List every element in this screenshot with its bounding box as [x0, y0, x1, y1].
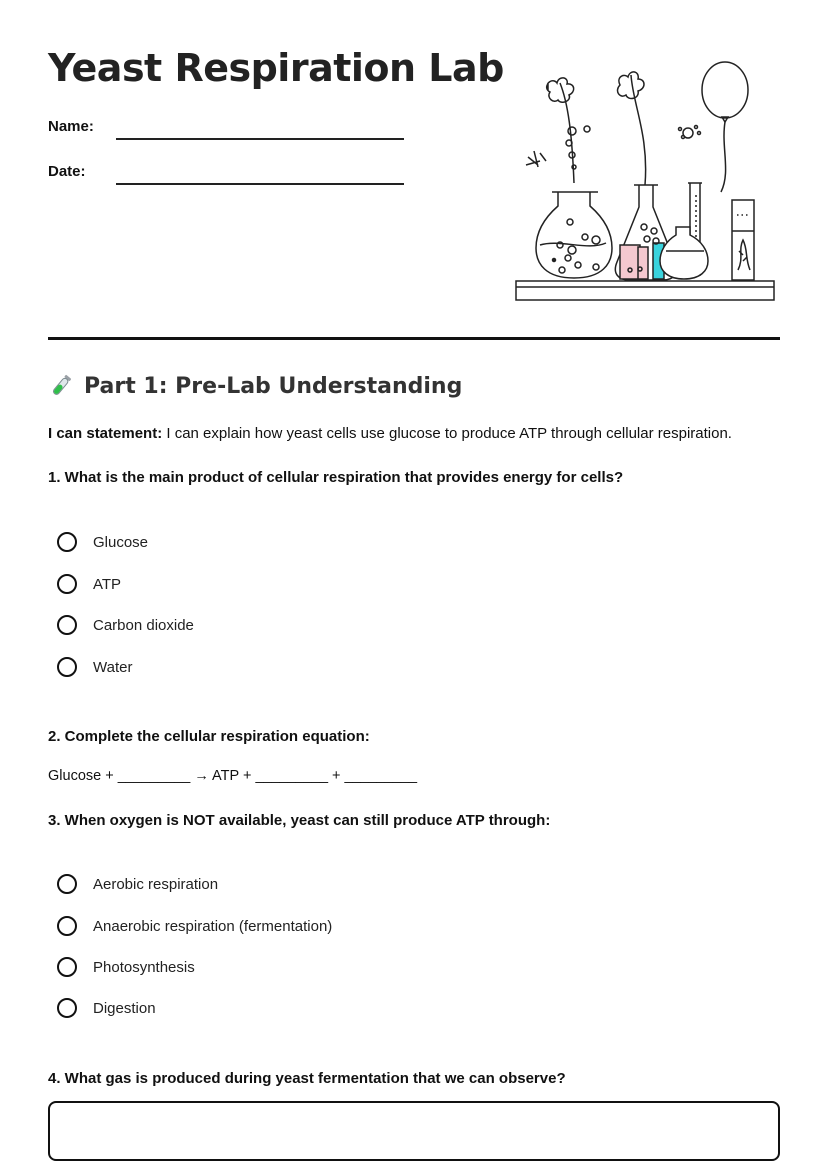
statement-label: I can statement:: [48, 425, 163, 442]
question-4: 4. What gas is produced during yeast fermentation that we can observe?: [48, 1070, 566, 1087]
q1-option-water[interactable]: [57, 657, 132, 677]
option-label: Aerobic respiration: [93, 875, 219, 893]
q1-option-glucose[interactable]: [57, 532, 148, 552]
lab-glassware-illustration: [510, 55, 780, 305]
date-label: Date:: [48, 163, 86, 180]
q1-option-atp[interactable]: [57, 574, 121, 594]
statement-text: I can explain how yeast cells use glucose to produce ATP through cellular respiration.: [162, 425, 732, 442]
question-1: 1. What is the main product of cellular respiration that provides energy for cells?: [48, 469, 624, 486]
option-label: Glucose: [93, 533, 149, 551]
header-divider: [48, 337, 780, 340]
radio-button[interactable]: [57, 998, 77, 1018]
radio-button[interactable]: [57, 874, 77, 894]
option-label: Water: [93, 658, 133, 676]
radio-button[interactable]: [57, 957, 77, 977]
q3-option-aerobic[interactable]: [57, 874, 218, 894]
radio-button[interactable]: [57, 574, 77, 594]
radio-button[interactable]: [57, 532, 77, 552]
name-label: Name:: [48, 118, 94, 135]
q3-option-digestion[interactable]: [57, 998, 156, 1018]
q3-option-anaerobic[interactable]: [57, 916, 332, 936]
q3-option-photosynthesis[interactable]: [57, 957, 195, 977]
question-2: 2. Complete the cellular respiration equation:: [48, 728, 370, 745]
i-can-statement: [48, 425, 732, 442]
date-field[interactable]: [116, 183, 404, 185]
option-label: Carbon dioxide: [93, 616, 194, 634]
test-tube-icon: [48, 373, 74, 399]
q4-answer-field[interactable]: [48, 1101, 780, 1161]
option-label: Photosynthesis: [93, 958, 195, 976]
part1-heading-text: Part 1: Pre-Lab Understanding: [84, 373, 463, 399]
radio-button[interactable]: [57, 916, 77, 936]
radio-button[interactable]: [57, 615, 77, 635]
respiration-equation: Glucose + _________ → ATP + _________ + _________: [48, 768, 418, 784]
page-title: Yeast Respiration Lab: [48, 46, 504, 90]
question-3: 3. When oxygen is NOT available, yeast can still produce ATP through:: [48, 812, 551, 829]
part1-heading: [48, 373, 462, 399]
option-label: ATP: [93, 575, 122, 593]
radio-button[interactable]: [57, 657, 77, 677]
option-label: Anaerobic respiration (fermentation): [93, 917, 333, 935]
q1-option-carbon-dioxide[interactable]: [57, 615, 194, 635]
name-field[interactable]: [116, 138, 404, 140]
option-label: Digestion: [93, 999, 156, 1017]
